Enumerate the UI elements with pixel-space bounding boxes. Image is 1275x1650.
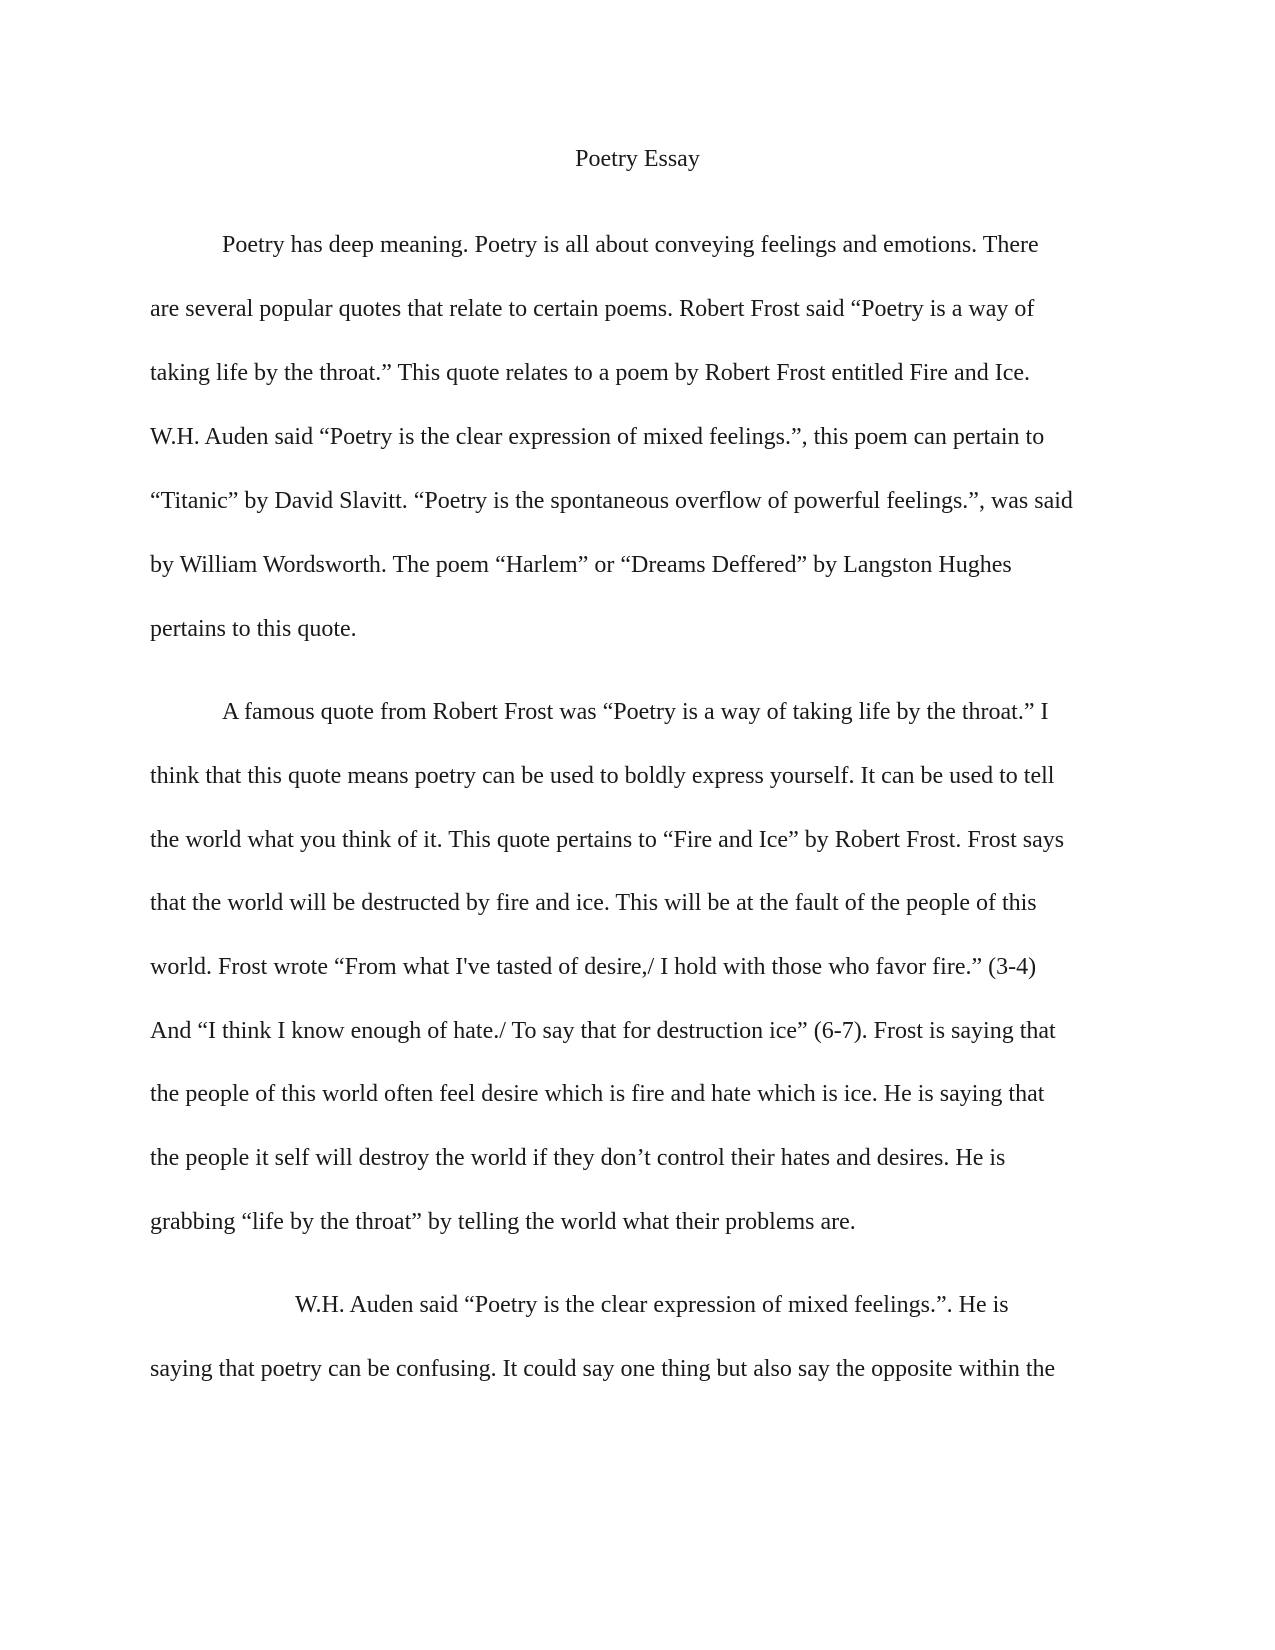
paragraph-2-line-5: world. Frost wrote “From what I've tasted of desire,/ I hold with those who favor fire.” (3-4) [150, 954, 1037, 980]
paragraph-2-line-3: the world what you think of it. This quote pertains to “Fire and Ice” by Robert Frost. Frost says [150, 827, 1065, 853]
page-title: Poetry Essay [575, 146, 700, 172]
paragraph-1-line-3: taking life by the throat.” This quote relates to a poem by Robert Frost entitled Fire and Ice. [150, 360, 1030, 386]
paragraph-2-line-2: think that this quote means poetry can be used to boldly express yourself. It can be used to tell [150, 763, 1055, 789]
paragraph-3-line-2: saying that poetry can be confusing. It could say one thing but also say the opposite within the [150, 1356, 1056, 1382]
paragraph-1-line-6: by William Wordsworth. The poem “Harlem” or “Dreams Deffered” by Langston Hughes [150, 552, 1012, 578]
paragraph-2-line-1: A famous quote from Robert Frost was “Poetry is a way of taking life by the throat.” I [222, 699, 1049, 725]
paragraph-2-line-4: that the world will be destructed by fire and ice. This will be at the fault of the people of this [150, 890, 1037, 916]
paragraph-1-line-7: pertains to this quote. [150, 616, 357, 642]
paragraph-1-line-2: are several popular quotes that relate to certain poems. Robert Frost said “Poetry is a way of [150, 296, 1035, 322]
paragraph-2-line-7: the people of this world often feel desire which is fire and hate which is ice. He is saying that [150, 1081, 1045, 1107]
paragraph-3-line-1: W.H. Auden said “Poetry is the clear expression of mixed feelings.”. He is [295, 1292, 1009, 1318]
paragraph-2-line-8: the people it self will destroy the world if they don’t control their hates and desires. He is [150, 1145, 1006, 1171]
paragraph-2-line-6: And “I think I know enough of hate./ To say that for destruction ice” (6-7). Frost is saying that [150, 1018, 1056, 1044]
paragraph-2-line-9: grabbing “life by the throat” by telling the world what their problems are. [150, 1209, 856, 1235]
paragraph-1-line-5: “Titanic” by David Slavitt. “Poetry is the spontaneous overflow of powerful feelings.”, was said [150, 488, 1073, 514]
paragraph-1-line-1: Poetry has deep meaning. Poetry is all about conveying feelings and emotions. There [222, 232, 1039, 258]
paragraph-1-line-4: W.H. Auden said “Poetry is the clear expression of mixed feelings.”, this poem can pertain to [150, 424, 1045, 450]
